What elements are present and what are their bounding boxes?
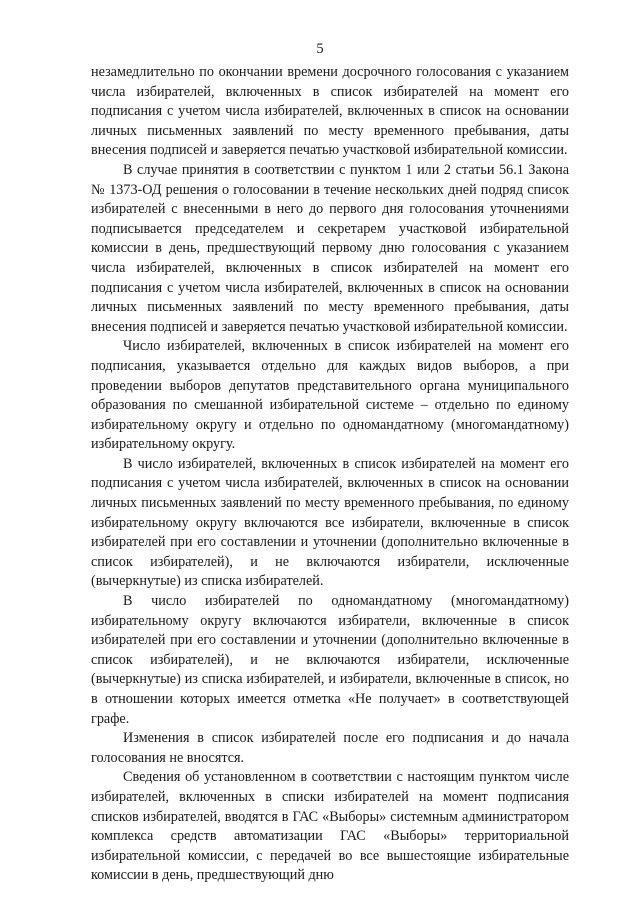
paragraph: незамедлительно по окончании времени досрочного голосования с указанием числа избирателей, включенных в список избирателей на момент его подписания с учетом числа избирателей, включенных в список на основании личных письменных заявлений по месту временного пребывания, даты внесения подписей и заверяется печатью участковой избирательной комиссии.	[91, 64, 569, 159]
paragraph: В число избирателей, включенных в список избирателей на момент его подписания с учетом числа избирателей, включенных в список на основании личных письменных заявлений по месту временного пребывания, по единому избирательному округу включаются все избиратели, включенные в список избирателей при его составлении и уточнении (дополнительно включенные в список избирателей), и не включаются избиратели, исключенные (вычеркнутые) из списка избирателей.	[91, 455, 569, 590]
paragraph: В случае принятия в соответствии с пунктом 1 или 2 статьи 56.1 Закона № 1373-ОД решения о голосовании в течение нескольких дней подряд список избирателей с внесенными в него до первого дня голосования уточнениями подписывается председателем и секретарем участковой избирательной комиссии в день, предшествующий первому дню голосования с указанием числа избирателей, включенных в список избирателей на момент его подписания с учетом числа избирателей, включенных в список на основании личных письменных заявлений по месту временного пребывания, даты внесения подписей и заверяется печатью участковой избирательной комиссии.	[91, 161, 569, 335]
document-body	[91, 63, 569, 886]
paragraph: Сведения об установленном в соответствии с настоящим пунктом числе избирателей, включенных в списки избирателей на момент подписания списков избирателей, вводятся в ГАС «Выборы» системным администратором комплекса средств автоматизации ГАС «Выборы» территориальной избирательной комиссии, с передачей во все вышестоящие избирательные комиссии в день, предшествующий дню	[91, 769, 569, 884]
paragraph: В число избирателей по одномандатному (многомандатному) избирательному округу включаются избиратели, включенные в список избирателей при его составлении и уточнении (дополнительно включенные в список избирателей), и не включаются избиратели, исключенные (вычеркнутые) из списка избирателей, и избиратели, включенные в список, но в отношении которых имеется отметка «Не получает» в соответствующей графе.	[91, 593, 569, 727]
paragraph: Число избирателей, включенных в список избирателей на момент его подписания, указывается отдельно для каждых видов выборов, а при проведении выборов депутатов представительного органа муниципального образования по смешанной избирательной системе – отдельно по единому избирательному округу и отдельно по одномандатному (многомандатному) избирательному округу.	[91, 338, 569, 453]
page-number: 5	[316, 41, 324, 57]
paragraph: Изменения в список избирателей после его подписания и до начала голосования не вносятся.	[91, 730, 569, 766]
